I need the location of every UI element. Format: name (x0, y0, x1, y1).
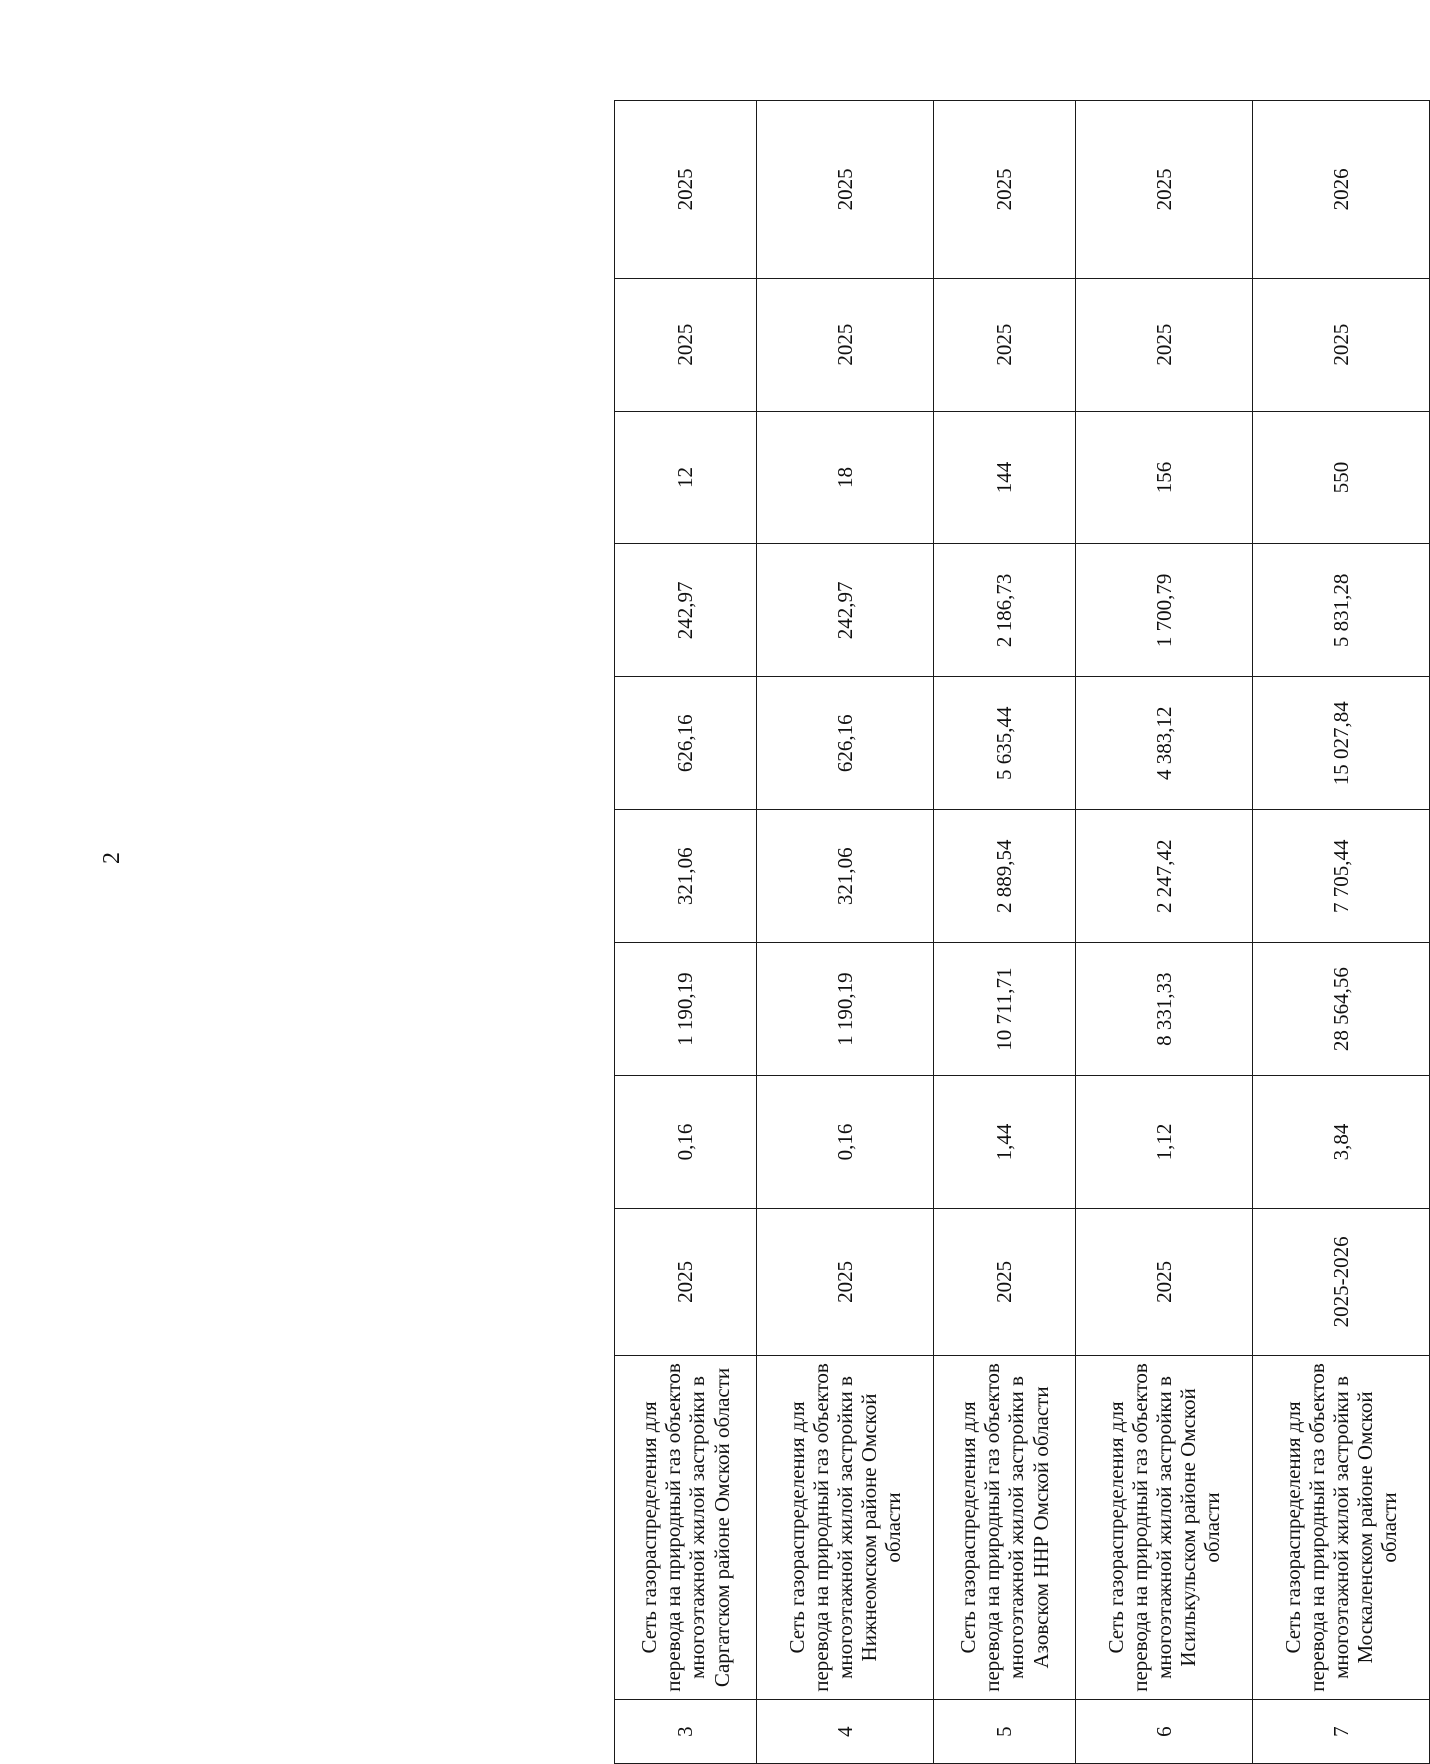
value-cell: 2 247,42 (1075, 810, 1252, 943)
year-cell: 2025 (1252, 278, 1429, 411)
value-cell: 12 (614, 411, 756, 544)
value-cell: 1 190,19 (756, 943, 933, 1076)
value-cell: 5 635,44 (933, 677, 1075, 810)
table-row (756, 101, 933, 1764)
value-cell: 4 383,12 (1075, 677, 1252, 810)
page-number: 2 (99, 852, 125, 864)
period-cell: 2025 (1075, 1208, 1252, 1355)
object-name: Сеть газораспределения для перевода на природный газ объектов многоэтажной жилой застройки в Азовском ННР Омской области (933, 1355, 1075, 1700)
value-cell: 2 186,73 (933, 544, 1075, 677)
table-row (1075, 101, 1252, 1764)
year-cell: 2025 (614, 278, 756, 411)
object-name: Сеть газораспределения для перевода на природный газ объектов многоэтажной жилой застройки в Исилькульском районе Омской области (1075, 1355, 1252, 1700)
value-cell: 5 831,28 (1252, 544, 1429, 677)
period-cell: 2025-2026 (1252, 1208, 1429, 1355)
value-cell: 321,06 (756, 810, 933, 943)
value-cell: 0,16 (756, 1076, 933, 1209)
year-cell: 2025 (756, 101, 933, 279)
table-row (614, 101, 756, 1764)
value-cell: 156 (1075, 411, 1252, 544)
gas-network-table (614, 100, 1430, 1764)
year-cell: 2025 (933, 101, 1075, 279)
year-cell: 2025 (1075, 278, 1252, 411)
row-number: 3 (614, 1700, 756, 1764)
object-name: Сеть газораспределения для перевода на природный газ объектов многоэтажной жилой застройки в Саргатском районе Омской области (614, 1355, 756, 1700)
value-cell: 144 (933, 411, 1075, 544)
value-cell: 321,06 (614, 810, 756, 943)
period-cell: 2025 (933, 1208, 1075, 1355)
value-cell: 1 190,19 (614, 943, 756, 1076)
row-number: 4 (756, 1700, 933, 1764)
value-cell: 242,97 (614, 544, 756, 677)
value-cell: 1,12 (1075, 1076, 1252, 1209)
value-cell: 550 (1252, 411, 1429, 544)
value-cell: 7 705,44 (1252, 810, 1429, 943)
object-name: Сеть газораспределения для перевода на природный газ объектов многоэтажной жилой застройки в Нижнеомском районе Омской области (756, 1355, 933, 1700)
year-cell: 2026 (1252, 101, 1429, 279)
value-cell: 28 564,56 (1252, 943, 1429, 1076)
period-cell: 2025 (756, 1208, 933, 1355)
value-cell: 3,84 (1252, 1076, 1429, 1209)
row-number: 6 (1075, 1700, 1252, 1764)
value-cell: 1 700,79 (1075, 544, 1252, 677)
value-cell: 15 027,84 (1252, 677, 1429, 810)
year-cell: 2025 (756, 278, 933, 411)
table-row (933, 101, 1075, 1764)
object-name: Сеть газораспределения для перевода на природный газ объектов многоэтажной жилой застройки в Москаленском районе Омской области (1252, 1355, 1429, 1700)
value-cell: 0,16 (614, 1076, 756, 1209)
year-cell: 2025 (614, 101, 756, 279)
value-cell: 626,16 (756, 677, 933, 810)
year-cell: 2025 (1075, 101, 1252, 279)
year-cell: 2025 (933, 278, 1075, 411)
row-number: 7 (1252, 1700, 1429, 1764)
value-cell: 1,44 (933, 1076, 1075, 1209)
value-cell: 242,97 (756, 544, 933, 677)
table-rotated-wrapper (614, 100, 1430, 1764)
value-cell: 626,16 (614, 677, 756, 810)
table-row (1252, 101, 1429, 1764)
value-cell: 18 (756, 411, 933, 544)
period-cell: 2025 (614, 1208, 756, 1355)
row-number: 5 (933, 1700, 1075, 1764)
value-cell: 8 331,33 (1075, 943, 1252, 1076)
value-cell: 10 711,71 (933, 943, 1075, 1076)
value-cell: 2 889,54 (933, 810, 1075, 943)
